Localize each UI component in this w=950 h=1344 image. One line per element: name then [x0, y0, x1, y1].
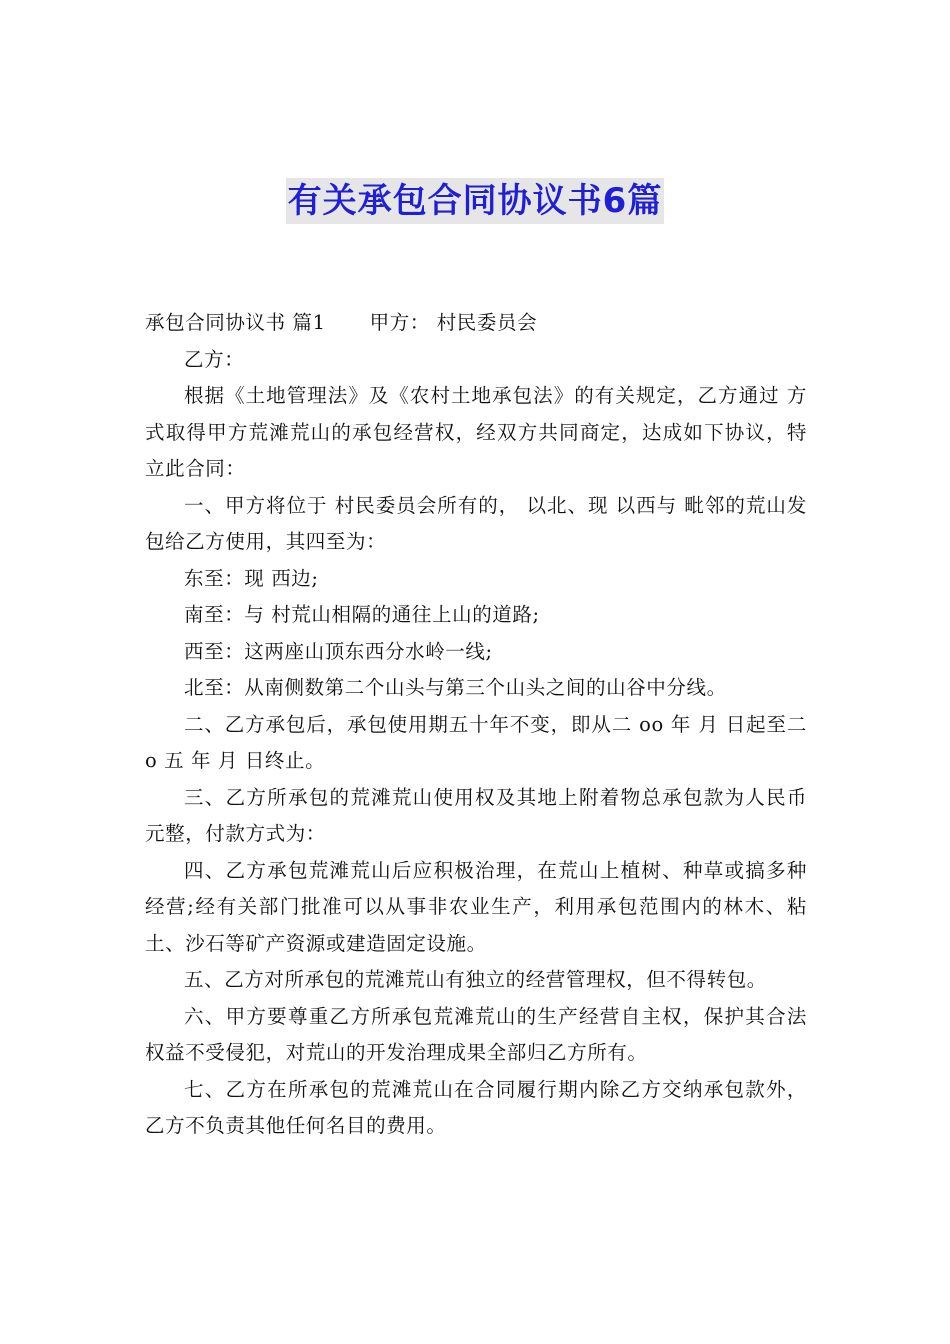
paragraph-clause-2: 二、乙方承包后，承包使用期五十年不变，即从二 oo 年 月 日起至二 o 五 年 月 日终止。	[145, 712, 807, 772]
paragraph-boundary-south: 南至：与 村荒山相隔的通往上山的道路;	[184, 603, 540, 626]
paragraph-boundary-west: 西至：这两座山顶东西分水岭一线;	[184, 639, 493, 663]
paragraph-clause-1: 一、甲方将位于 村民委员会所有的， 以北、现 以西与 毗邻的荒山发包给乙方使用，其四至为：	[145, 493, 807, 553]
party-a-line: 甲方： 村民委员会	[369, 311, 538, 334]
paragraph-clause-4: 四、乙方承包荒滩荒山后应积极治理，在荒山上植树、种草或搞多种经营;经有关部门批准可以从事非农业生产，利用承包范围内的林木、粘土、沙石等矿产资源或建造固定设施。	[145, 858, 807, 955]
heading-line	[145, 305, 807, 342]
paragraph-clause-3: 三、乙方所承包的荒滩荒山使用权及其地上附着物总承包款为人民币 元整，付款方式为：	[145, 785, 807, 845]
paragraph-clause-7: 七、乙方在所承包的荒滩荒山在合同履行期内除乙方交纳承包款外，乙方不负责其他任何名目的费用。	[145, 1077, 807, 1137]
paragraph-boundary-east: 东至：现 西边;	[184, 566, 319, 590]
paragraph-clause-5: 五、乙方对所承包的荒滩荒山有独立的经营管理权，但不得转包。	[184, 968, 767, 991]
paragraph-party-b: 乙方：	[184, 347, 245, 371]
document-body	[145, 305, 807, 1145]
paragraph-boundary-north: 北至：从南侧数第二个山头与第三个山头之间的山谷中分线。	[184, 676, 727, 699]
document-title: 有关承包合同协议书6篇	[286, 178, 665, 224]
section-heading: 承包合同协议书 篇1	[145, 311, 326, 334]
title-container	[0, 178, 950, 224]
paragraph-clause-6: 六、甲方要尊重乙方所承包荒滩荒山的生产经营自主权，保护其合法权益不受侵犯，对荒山的开发治理成果全部归乙方所有。	[145, 1004, 807, 1064]
paragraph-basis: 根据《土地管理法》及《农村土地承包法》的有关规定，乙方通过 方式取得甲方荒滩荒山的承包经营权，经双方共同商定，达成如下协议，特立此合同：	[145, 384, 807, 480]
